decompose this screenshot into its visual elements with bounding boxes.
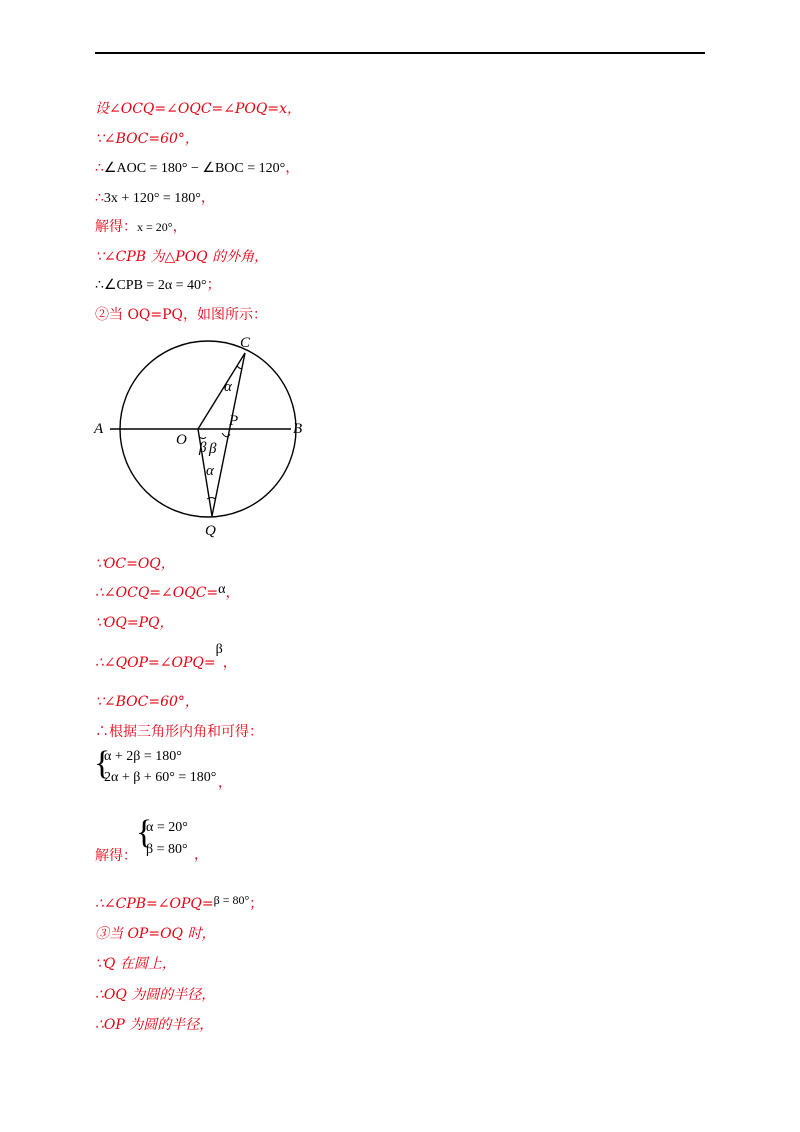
label-beta-p: β	[209, 441, 217, 457]
line-20: ∴OP 为圆的半径，	[95, 1017, 214, 1033]
angle-arc-c	[237, 366, 242, 369]
line-3: ∴∠AOC = 180° − ∠BOC = 120°，	[95, 160, 300, 176]
line-6: ∵∠CPB 为△POQ 的外角，	[95, 249, 269, 265]
label-q: Q	[205, 523, 216, 538]
line-13: ∵∠BOC=60°，	[95, 694, 199, 710]
system-1-eq-1: α + 2β = 180°	[104, 749, 182, 764]
line-12: ∴∠QOP=∠OPQ=β，	[95, 642, 237, 671]
line-7: ∴∠CPB = 2α = 40°；	[95, 277, 221, 293]
label-alpha-c: α	[224, 379, 232, 395]
line-1: 设∠OCQ=∠OQC=∠POQ=x，	[95, 101, 301, 117]
line-10: ∴∠OCQ=∠OQC=α，	[95, 582, 240, 601]
line-14: ∴根据三角形内角和可得：	[95, 724, 263, 740]
line-9: ∵OC=OQ，	[95, 556, 175, 572]
label-p: P	[229, 413, 239, 429]
system-1-end: ，	[218, 775, 232, 791]
system-2-end: ，	[194, 847, 208, 863]
system-2-eq-2: β = 80°	[146, 842, 188, 857]
system-1-eq-2: 2α + β + 60° = 180°	[104, 770, 217, 785]
line-2: ∵∠BOC=60°，	[95, 131, 199, 147]
line-11: ∵OQ=PQ，	[95, 615, 174, 631]
line-15: 解得：	[95, 848, 137, 864]
line-8: ②当 OQ=PQ，如图所示：	[95, 307, 268, 323]
header-rule	[95, 52, 705, 54]
label-a: A	[94, 421, 104, 437]
system-2-eq-1: α = 20°	[146, 820, 188, 835]
line-4: ∴3x + 120° = 180°，	[95, 190, 215, 206]
label-c: C	[240, 335, 251, 351]
segment-cq	[212, 353, 245, 516]
label-b: B	[293, 421, 303, 437]
geometry-figure	[92, 328, 322, 538]
system-2-brace: {	[136, 814, 153, 851]
line-19: ∴OQ 为圆的半径，	[95, 987, 216, 1003]
line-18: ∵Q 在圆上，	[95, 956, 176, 972]
label-beta-o: β	[199, 440, 207, 456]
line-5: 解得：x = 20°，	[95, 219, 187, 235]
system-1-brace: {	[94, 745, 111, 782]
line-16: ∴∠CPB=∠OPQ=β = 80°；	[95, 893, 264, 912]
label-alpha-q: α	[206, 463, 214, 479]
label-o: O	[176, 432, 187, 448]
angle-arc-q	[207, 498, 215, 500]
line-17: ③当 OP=OQ 时，	[95, 926, 216, 942]
